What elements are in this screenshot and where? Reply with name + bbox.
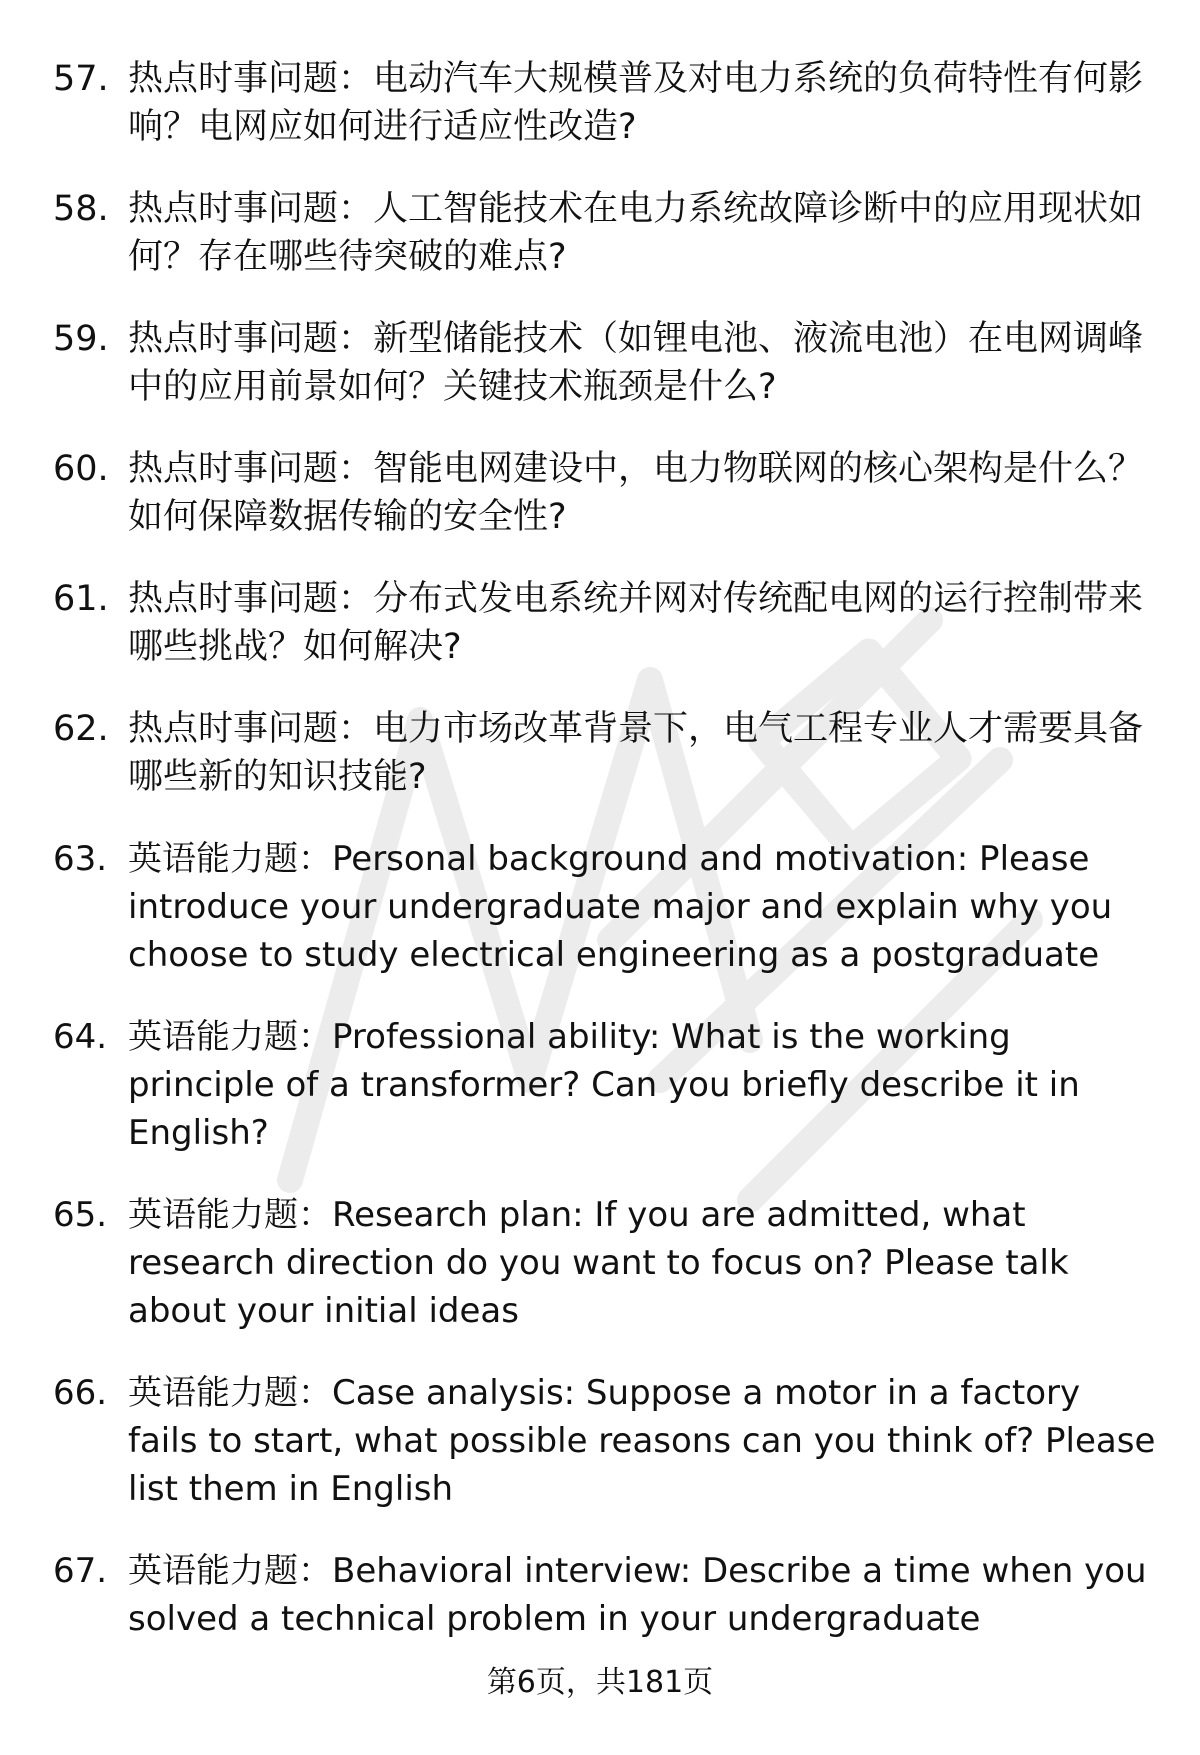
question-item [0, 1369, 1200, 1513]
question-number: 63. [53, 839, 108, 879]
question-item [0, 1547, 1200, 1643]
question-text: 英语能力题：Case analysis: Suppose a motor in a factory fails to start, what possible reasons can you think of? Please list them in English [128, 1373, 1156, 1509]
question-text: 热点时事问题：人工智能技术在电力系统故障诊断中的应用现状如何？存在哪些待突破的难点? [128, 189, 1144, 277]
question-text: 热点时事问题：分布式发电系统并网对传统配电网的运行控制带来哪些挑战？如何解决? [128, 579, 1144, 667]
question-text: 热点时事问题：智能电网建设中，电力物联网的核心架构是什么？如何保障数据传输的安全性? [128, 449, 1144, 537]
question-number: 57. [53, 59, 109, 99]
question-item [0, 55, 1200, 151]
question-number: 62. [53, 709, 109, 749]
question-number: 58. [53, 189, 109, 229]
question-number: 59. [53, 319, 109, 359]
question-item [0, 1013, 1200, 1157]
question-item [0, 445, 1200, 541]
question-item [0, 315, 1200, 411]
question-item [0, 705, 1200, 801]
question-number: 61. [53, 579, 109, 619]
question-number: 65. [53, 1195, 108, 1235]
page-footer [0, 1663, 1200, 1703]
question-item [0, 835, 1200, 979]
question-text: 热点时事问题：电力市场改革背景下，电气工程专业人才需要具备哪些新的知识技能? [128, 709, 1144, 797]
question-text: 热点时事问题：新型储能技术（如锂电池、液流电池）在电网调峰中的应用前景如何？关键技术瓶颈是什么? [128, 319, 1144, 407]
question-number: 60. [53, 449, 109, 489]
question-item [0, 1191, 1200, 1335]
question-text: 热点时事问题：电动汽车大规模普及对电力系统的负荷特性有何影响？电网应如何进行适应性改造? [128, 59, 1144, 147]
question-text: 英语能力题：Behavioral interview: Describe a time when you solved a technical problem in your undergraduate [128, 1551, 1147, 1639]
question-list [0, 55, 1200, 1677]
page-number-label: 第6页，共181页 [486, 1665, 714, 1700]
question-item [0, 575, 1200, 671]
question-item [0, 185, 1200, 281]
question-text: 英语能力题：Professional ability: What is the working principle of a transformer? Can you briefly describe it in English? [128, 1017, 1080, 1153]
question-text: 英语能力题：Personal background and motivation: Please introduce your undergraduate major and explain why you choose to study electrical engineering as a postgraduate [128, 839, 1113, 975]
question-number: 64. [53, 1017, 108, 1057]
question-number: 67. [53, 1551, 108, 1591]
question-text: 英语能力题：Research plan: If you are admitted, what research direction do you want to focus on? Please talk about your initial ideas [128, 1195, 1069, 1331]
question-number: 66. [53, 1373, 108, 1413]
